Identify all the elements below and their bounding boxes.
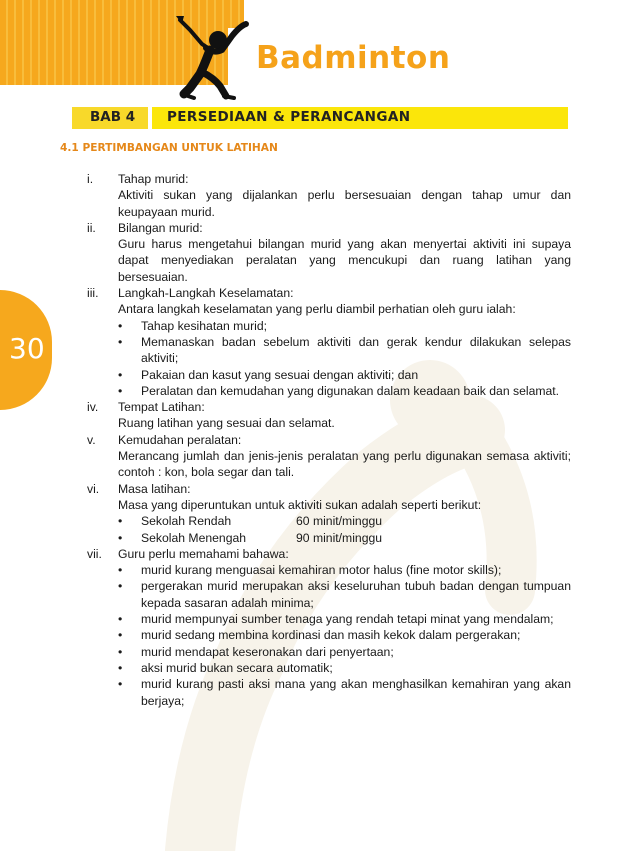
item-title: Masa latihan: xyxy=(118,481,191,496)
list-item xyxy=(87,481,571,546)
list-item xyxy=(87,432,571,481)
bullet-dot: • xyxy=(118,383,123,398)
chapter-bar xyxy=(72,107,568,129)
training-time: 90 minit/minggu xyxy=(296,530,383,545)
item-text: Aktiviti sukan yang dijalankan perlu bersesuaian dengan tahap umur dan keupayaan murid. xyxy=(118,188,571,219)
bullet-dot: • xyxy=(118,563,123,578)
page-number: 30 xyxy=(9,332,45,365)
list-item xyxy=(87,220,571,285)
item-number: iv. xyxy=(87,400,99,415)
bullet-dot: • xyxy=(118,318,123,333)
bullet-dot: • xyxy=(118,660,123,675)
item-title: Langkah-Langkah Keselamatan: xyxy=(118,286,294,301)
item-title: Kemudahan peralatan: xyxy=(118,432,242,447)
bullet-item xyxy=(118,383,571,399)
bullet-text: murid mendapat keseronakan dari penyertaan; xyxy=(141,644,394,659)
bullet-text: murid mempunyai sumber tenaga yang rendah tetapi minat yang mendalam; xyxy=(141,612,554,627)
item-number: vii. xyxy=(87,546,102,561)
bullet-item xyxy=(118,611,571,627)
book-title: Badminton xyxy=(256,40,451,76)
item-number: i. xyxy=(87,172,94,186)
badminton-player-icon xyxy=(170,14,252,102)
bullet-dot: • xyxy=(118,579,123,594)
bullet-dot: • xyxy=(118,644,123,659)
school-level: Sekolah Rendah xyxy=(141,514,232,529)
bullet-text: Memanaskan badan sebelum aktiviti dan gerak kendur dilakukan selepas aktiviti; xyxy=(141,334,571,366)
bullet-dot: • xyxy=(118,628,123,643)
bullet-item xyxy=(118,578,571,611)
chapter-number: BAB 4 xyxy=(90,109,136,125)
bullet-item xyxy=(118,627,571,643)
bullet-item xyxy=(118,644,571,660)
bullet-text: murid sedang membina kordinasi dan masih kekok dalam pergerakan; xyxy=(141,628,521,643)
bullet-dot: • xyxy=(118,677,123,692)
school-level: Sekolah Menengah xyxy=(141,530,247,545)
item-title: Guru perlu memahami bahawa: xyxy=(118,546,289,561)
training-time: 60 minit/minggu xyxy=(296,514,383,529)
bullet-dot: • xyxy=(118,530,123,545)
bullet-dot: • xyxy=(118,334,123,349)
content-list xyxy=(87,171,571,709)
bullet-item xyxy=(118,334,571,367)
item-title: Tahap murid: xyxy=(118,172,189,186)
bullet-text: Peralatan dan kemudahan yang digunakan dalam keadaan baik dan selamat. xyxy=(141,383,560,398)
bullet-dot: • xyxy=(118,514,123,529)
schedule-row xyxy=(118,513,571,529)
item-title: Bilangan murid: xyxy=(118,220,203,235)
bullet-text: Pakaian dan kasut yang sesuai dengan aktiviti; dan xyxy=(141,367,419,382)
header-band xyxy=(0,0,638,85)
item-title: Tempat Latihan: xyxy=(118,400,205,415)
chapter-title: PERSEDIAAN & PERANCANGAN xyxy=(167,109,411,125)
item-text: Merancang jumlah dan jenis-jenis peralatan yang perlu digunakan semasa aktiviti; contoh : kon, bola segar dan tali. xyxy=(118,449,571,480)
bullet-item xyxy=(118,367,571,383)
item-number: iii. xyxy=(87,286,99,301)
list-item xyxy=(87,285,571,399)
item-number: ii. xyxy=(87,220,96,235)
bullet-dot: • xyxy=(118,367,123,382)
bullet-item xyxy=(118,660,571,676)
bullet-text: murid kurang menguasai kemahiran motor halus (fine motor skills); xyxy=(141,563,502,578)
bullet-item xyxy=(118,318,571,334)
item-number: vi. xyxy=(87,481,100,496)
bullet-text: murid kurang pasti aksi mana yang akan menghasilkan kemahiran yang akan berjaya; xyxy=(141,677,571,708)
bullet-text: Tahap kesihatan murid; xyxy=(141,318,268,333)
list-item xyxy=(87,171,571,220)
bullet-item xyxy=(118,676,571,709)
item-text: Guru harus mengetahui bilangan murid yang akan menyertai aktiviti ini supaya dapat menyediakan peralatan yang mencukupi dan ruang latihan yang bersesuaian. xyxy=(118,237,571,284)
item-number: v. xyxy=(87,432,96,447)
list-item xyxy=(87,546,571,709)
section-heading: 4.1 PERTIMBANGAN UNTUK LATIHAN xyxy=(60,142,278,154)
list-item xyxy=(87,399,571,432)
item-text: Masa yang diperuntukan untuk aktiviti sukan adalah seperti berikut: xyxy=(118,497,482,512)
item-text: Antara langkah keselamatan yang perlu diambil perhatian oleh guru ialah: xyxy=(118,302,516,317)
bullet-text: pergerakan murid merupakan aksi keseluruhan tubuh badan dengan tumpuan kepada sasaran adalah minima; xyxy=(141,579,571,610)
bullet-text: aksi murid bukan secara automatik; xyxy=(141,660,333,675)
bullet-item xyxy=(118,562,571,578)
bullet-dot: • xyxy=(118,612,123,627)
schedule-row xyxy=(118,530,571,546)
item-text: Ruang latihan yang sesuai dan selamat. xyxy=(118,416,335,431)
